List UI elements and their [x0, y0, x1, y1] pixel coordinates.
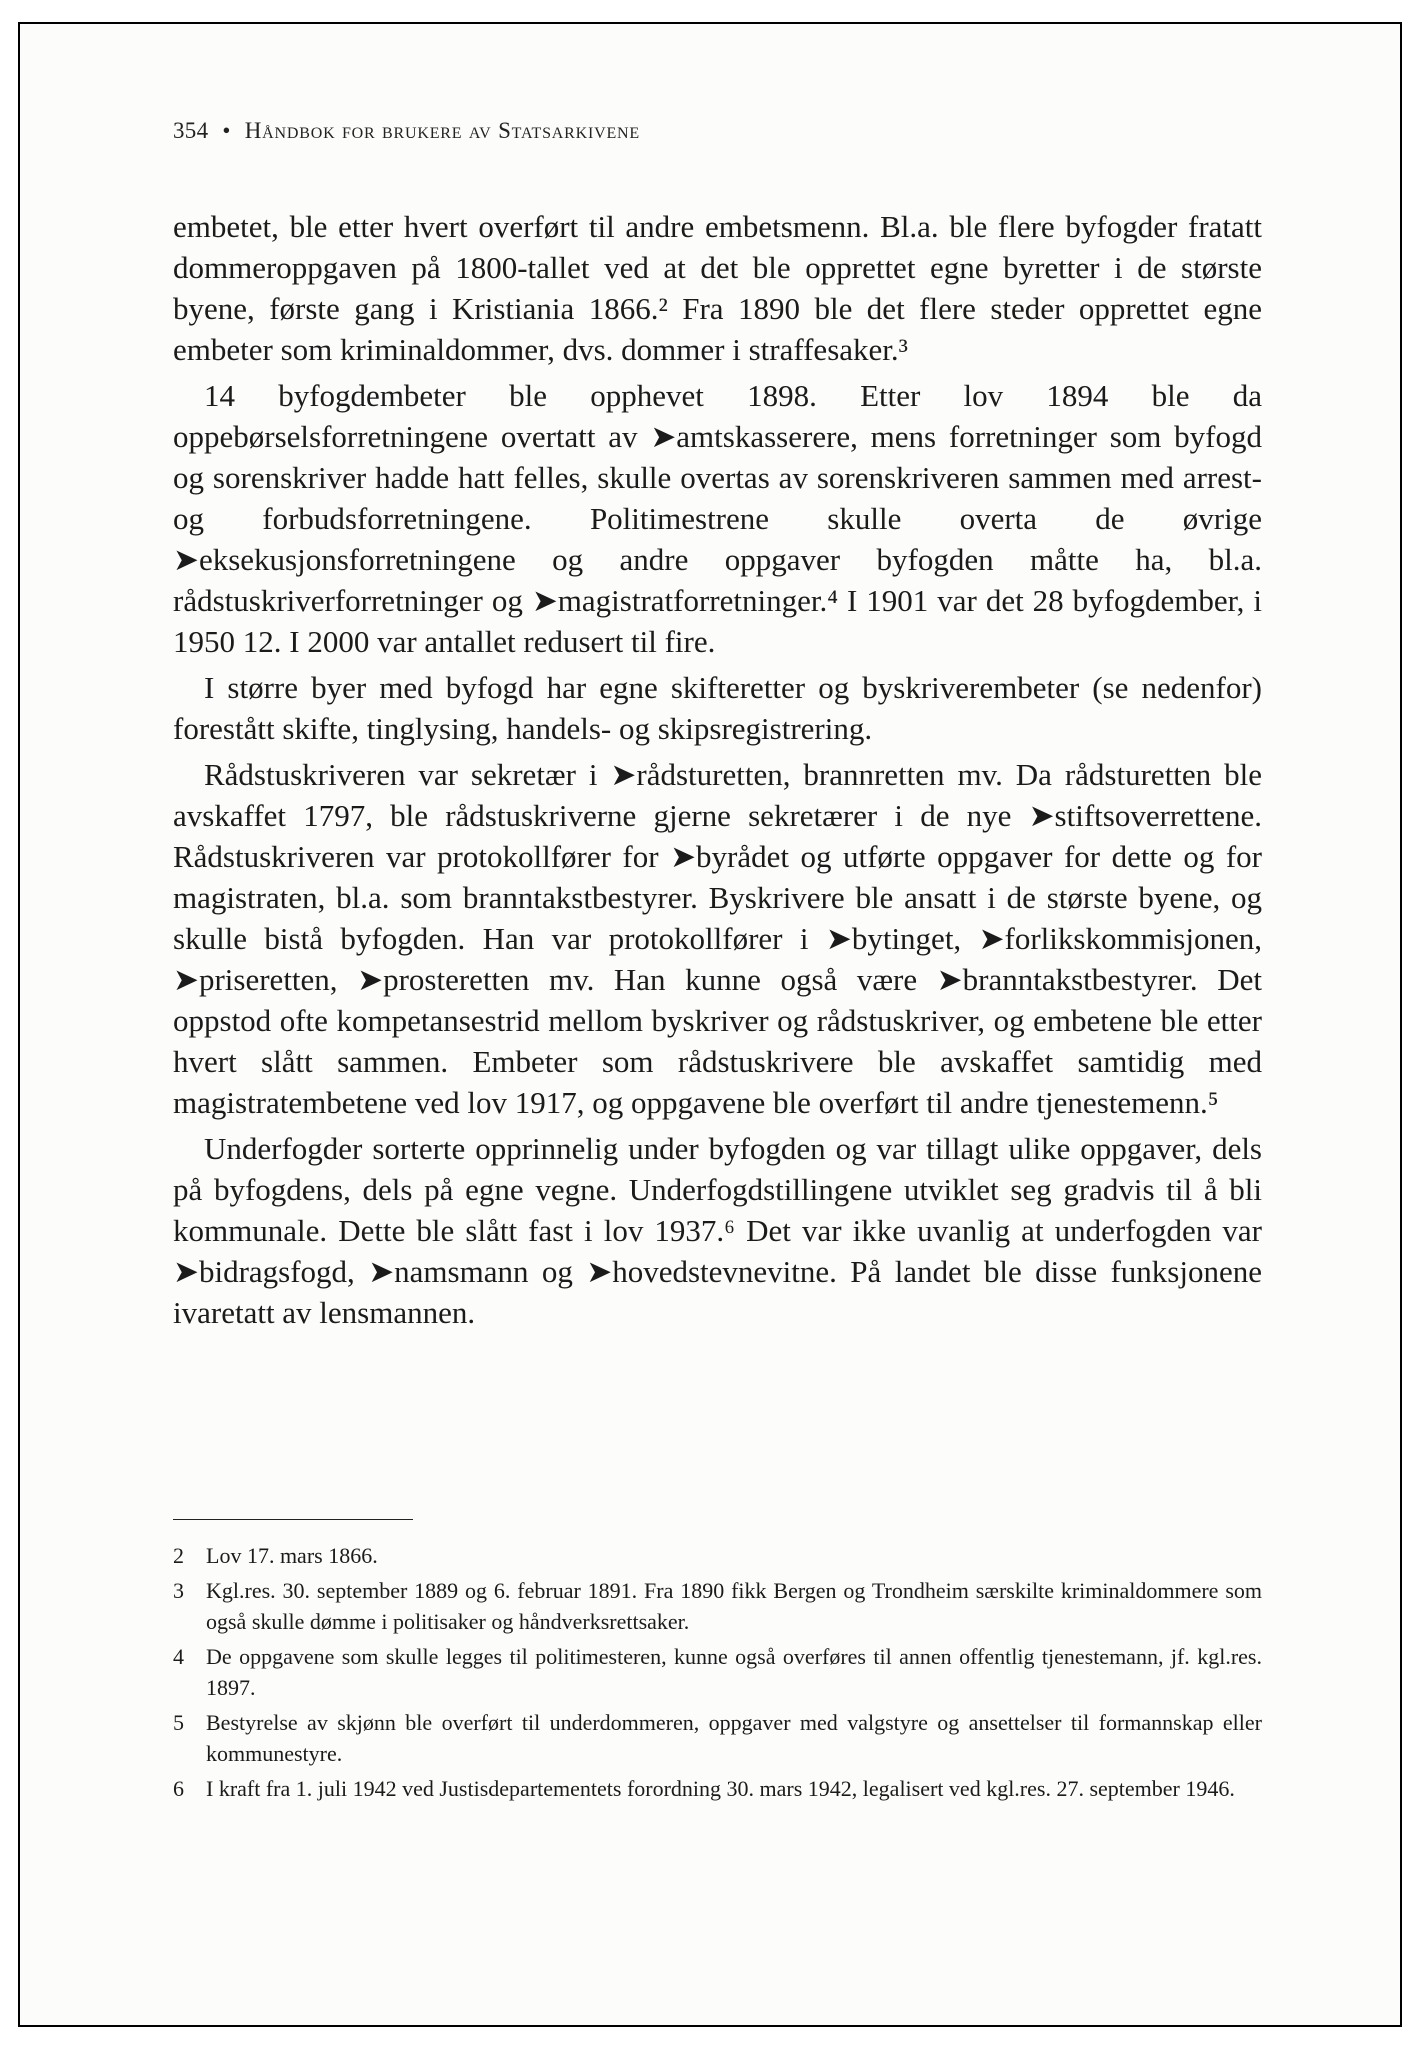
- footnote-text: I kraft fra 1. juli 1942 ved Justisdepartementets forordning 30. mars 1942, legalisert ved kgl.res. 27. september 1946.: [206, 1776, 1235, 1801]
- footnote-number: 3: [173, 1578, 184, 1603]
- running-head: [173, 118, 640, 144]
- body-text: [173, 206, 1262, 1338]
- footnote: [173, 1641, 1262, 1703]
- footnote-number: 6: [173, 1776, 184, 1801]
- paragraph: 14 byfogdembeter ble opphevet 1898. Etter lov 1894 ble da oppebørselsforretningene overtatt av ➤amtskasserere, mens forretninger som byfogd og sorenskriver hadde hatt felles, skulle overtas av sorenskriveren sammen med arrest- og forbudsforretningene. Politimestrene skulle overta de øvrige ➤eksekusjonsforretningene og andre oppgaver byfogden måtte ha, bl.a. rådstuskriverforretninger og ➤magistratforretninger.⁴ I 1901 var det 28 byfogdember, i 1950 12. I 2000 var antallet redusert til fire.: [173, 378, 1262, 659]
- footnote-text: Lov 17. mars 1866.: [206, 1543, 378, 1568]
- footnote-number: 2: [173, 1543, 184, 1568]
- header-separator: •: [222, 118, 231, 143]
- paragraph: Rådstuskriveren var sekretær i ➤rådsturetten, brannretten mv. Da rådsturetten ble avskaffet 1797, ble rådstuskriverne gjerne sekretærer i de nye ➤stiftsoverrettene. Rådstuskriveren var protokollfører for ➤byrådet og utførte oppgaver for dette og for magistraten, bl.a. som branntakstbestyrer. Byskrivere ble ansatt i de største byene, og skulle bistå byfogden. Han var protokollfører i ➤bytinget, ➤forlikskommisjonen, ➤priseretten, ➤prosteretten mv. Han kunne også være ➤branntakstbestyrer. Det oppstod ofte kompetansestrid mellom byskriver og rådstuskriver, og embetene ble etter hvert slått sammen. Embeter som rådstuskrivere ble avskaffet samtidig med magistratembetene ved lov 1917, og oppgavene ble overført til andre tjenestemenn.⁵: [173, 757, 1262, 1120]
- footnote: [173, 1540, 1262, 1571]
- book-title: Håndbok for brukere av Statsarkivene: [244, 118, 640, 143]
- footnote: [173, 1773, 1262, 1804]
- footnote-rule: [173, 1519, 413, 1520]
- footnote: [173, 1575, 1262, 1637]
- page-number: 354: [173, 118, 209, 143]
- footnote-text: Bestyrelse av skjønn ble overført til underdommeren, oppgaver med valgstyre og ansettelser til formannskap eller kommunestyre.: [206, 1710, 1262, 1766]
- paragraph: I større byer med byfogd har egne skifteretter og byskriverembeter (se nedenfor) forestått skifte, tinglysing, handels- og skipsregistrering.: [173, 670, 1262, 746]
- footnote-text: Kgl.res. 30. september 1889 og 6. februar 1891. Fra 1890 fikk Bergen og Trondheim særskilte kriminaldommere som også skulle dømme i politisaker og håndverksrettsaker.: [206, 1578, 1262, 1634]
- footnote-number: 5: [173, 1710, 184, 1735]
- footnote: [173, 1707, 1262, 1769]
- paragraph: embetet, ble etter hvert overført til andre embetsmenn. Bl.a. ble flere byfogder fratatt dommeroppgaven på 1800-tallet ved at det ble opprettet egne byretter i de største byene, første gang i Kristiania 1866.² Fra 1890 ble det flere steder opprettet egne embeter som kriminaldommer, dvs. dommer i straffesaker.³: [173, 209, 1262, 367]
- paragraph: Underfogder sorterte opprinnelig under byfogden og var tillagt ulike oppgaver, dels på byfogdens, dels på egne vegne. Underfogdstillingene utviklet seg gradvis til å bli kommunale. Dette ble slått fast i lov 1937.⁶ Det var ikke uvanlig at underfogden var ➤bidragsfogd, ➤namsmann og ➤hovedstevnevitne. På landet ble disse funksjonene ivaretatt av lensmannen.: [173, 1131, 1262, 1330]
- footnotes: [173, 1540, 1262, 1808]
- footnote-text: De oppgavene som skulle legges til politimesteren, kunne også overføres til annen offentlig tjenestemann, jf. kgl.res. 1897.: [206, 1644, 1262, 1700]
- footnote-number: 4: [173, 1644, 184, 1669]
